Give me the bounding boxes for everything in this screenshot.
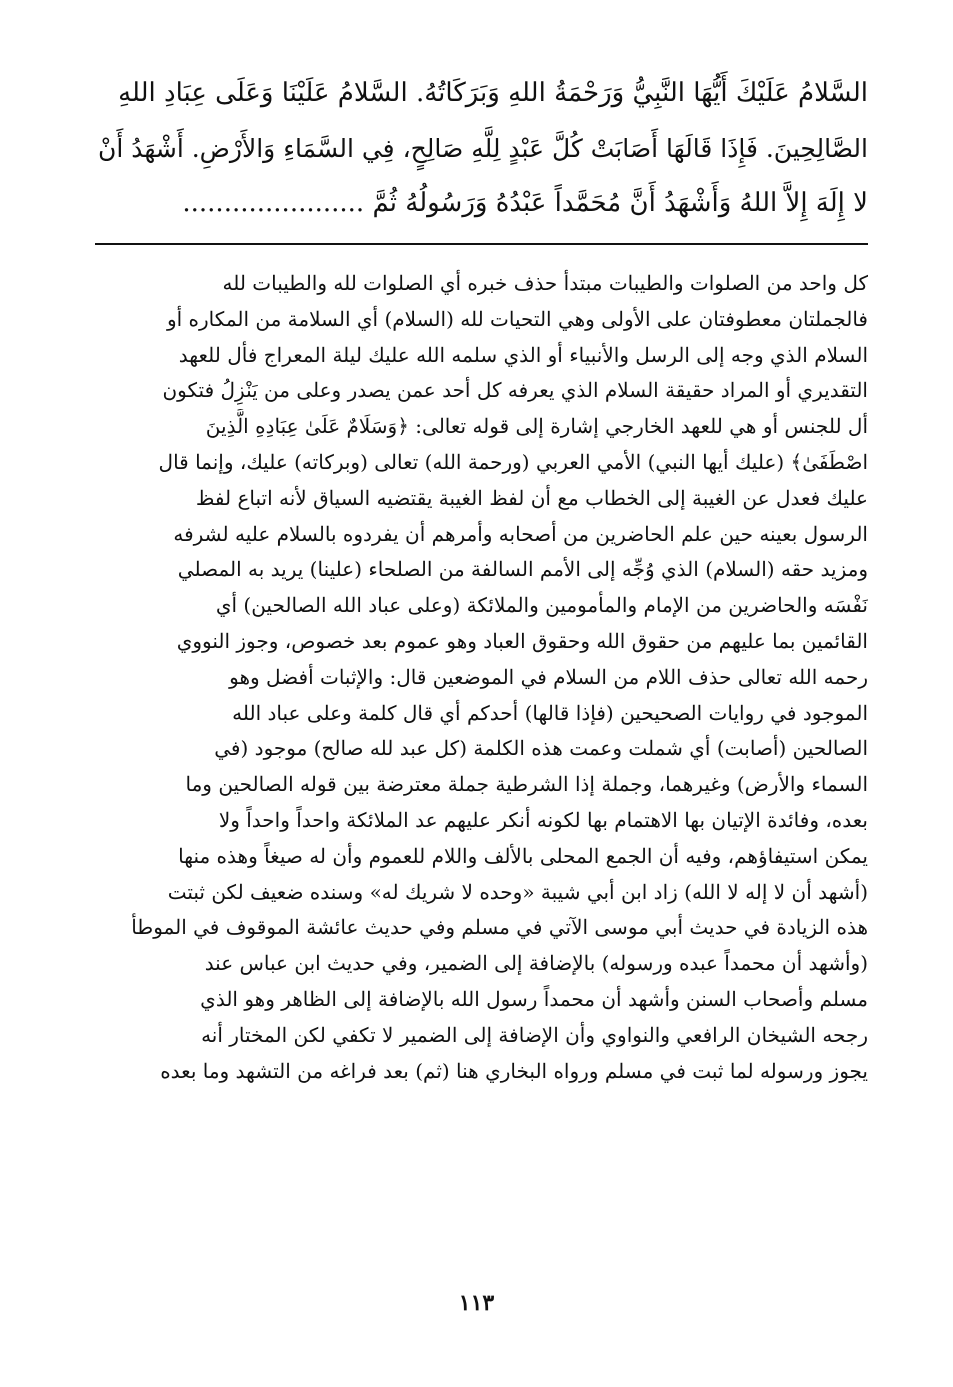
hadith-text-block xyxy=(88,66,868,231)
commentary-line: يجوز ورسوله لما ثبت في مسلم ورواه البخاري هنا (ثم) بعد فراغه من التشهد وما بعده xyxy=(160,1058,868,1083)
commentary-line: كل واحد من الصلوات والطيبات مبتدأ حذف خبره أي الصلوات لله والطيبات لله xyxy=(222,271,868,295)
hadith-line: لا إِلَهَ إِلاَّ اللهُ وَأَشْهَدُ أَنَّ مُحَمَّداً عَبْدُهُ وَرَسُولُهُ ثُمَّ ...................... xyxy=(182,188,868,218)
commentary-line: مسلم وأصحاب السنن وأشهد أن محمداً رسول الله بالإضافة إلى الظاهر وهو الذي xyxy=(200,986,868,1011)
commentary-line: عليك فعدل عن الغيبة إلى الخطاب مع أن لفظ الغيبة يقتضيه السياق لأنه اتباع لفظ xyxy=(195,485,868,510)
commentary-line: يمكن استيفاؤهم، وفيه أن الجمع المحلى بالألف واللام للعموم وأن له صيغاً وهذه منها xyxy=(178,843,868,868)
commentary-line: الصالحين (أصابت) أي شملت وعمت هذه الكلمة (كل عبد لله صالح) موجود (في xyxy=(214,736,868,761)
commentary-line: رجحه الشيخان الرافعي والنواوي وأن الإضافة إلى الضمير لا تكفي لكن المختار أنه xyxy=(201,1022,868,1047)
commentary-block xyxy=(93,266,868,1089)
commentary-line: الرسول بعينه حين علم الحاضرين من أصحابه وأمرهم أن يفردوه بالسلام عليه لشرفه xyxy=(173,521,868,546)
hadith-line: السَّلامُ عَلَيْكَ أَيُّهَا النَّبِيُّ وَرَحْمَةُ اللهِ وَبَرَكَاتُهُ. السَّلامُ عَلَيْنَا وَعَلَى عِبَادِ اللهِ xyxy=(118,78,868,108)
commentary-line: السلام الذي وجه إلى الرسل والأنبياء أو الذي سلمه الله عليك ليلة المعراج فأل للعهد xyxy=(178,342,868,367)
commentary-line: رحمه الله تعالى حذف اللام من السلام في الموضعين قال: والإثبات أفضل وهو xyxy=(229,664,868,689)
commentary-line: فالجملتان معطوفتان على الأولى وهي التحيات لله (السلام) أي السلامة من المكاره أو xyxy=(166,306,868,331)
commentary-line: القائمين بما عليهم من حقوق الله وحقوق العباد وهو عموم بعد خصوص، وجوز النووي xyxy=(176,628,868,653)
commentary-line: (وأشهد أن محمداً عبده ورسوله) بالإضافة إلى الضمير، وفي حديث ابن عباس عند xyxy=(204,951,868,976)
commentary-line: التقديري أو المراد حقيقة السلام الذي يعرفه كل أحد عمن يصدر وعلى من يَنْزِلُ فتكون xyxy=(162,378,868,403)
commentary-line: أل للجنس أو هي للعهد الخارجي إشارة إلى قوله تعالى: ﴿وَسَلَامٌ عَلَىٰ عِبَادِهِ الَّذِينَ xyxy=(205,414,868,439)
commentary-line: هذه الزيادة في حديث أبي موسى الآتي في مسلم وفي حديث عائشة الموقوف في الموطأ xyxy=(131,915,868,940)
commentary-line: ومزيد حقه (السلام) الذي وُجِّه إلى الأمم السالفة من الصلحاء (علينا) يريد به المصلي xyxy=(177,557,868,582)
commentary-line: اصْطَفَىٰ﴾ (عليك أيها النبي) الأمي العربي (ورحمة الله) تعالى (وبركاته) عليك، وإنما قال xyxy=(158,449,868,474)
commentary-line: (أشهد أن لا إله لا الله) زاد ابن أبي شيبة «وحده لا شريك له» وسنده ضعيف لكن ثبتت xyxy=(167,879,868,904)
commentary-line: بعده، وفائدة الإتيان بها الاهتمام بها لكونه أنكر عليهم عد الملائكة واحداً واحداً ولا xyxy=(218,807,868,832)
hadith-line: الصَّالِحِينَ. فَإِذَا قَالَهَا أَصَابَتْ كُلَّ عَبْدٍ لِلَّهِ صَالِحٍ، فِي السَّمَاءِ وَالأَرْضِ. أَشْهَدُ أَنْ xyxy=(98,134,868,163)
commentary-line: الموجود في روايات الصحيحين (فإذا قالها) أحدكم أي قال كلمة وعلى عباد الله xyxy=(232,700,868,725)
commentary-line: نَفْسَه والحاضرين من الإمام والمأمومين والملائكة (وعلى عباد الله الصالحين) أي xyxy=(215,593,868,618)
page-number: ١١٣ xyxy=(458,1290,495,1316)
commentary-line: السماء والأرض) وغيرهما، وجملة إذا الشرطية جملة معترضة بين قوله الصالحين وما xyxy=(185,772,868,797)
section-divider xyxy=(95,243,868,245)
